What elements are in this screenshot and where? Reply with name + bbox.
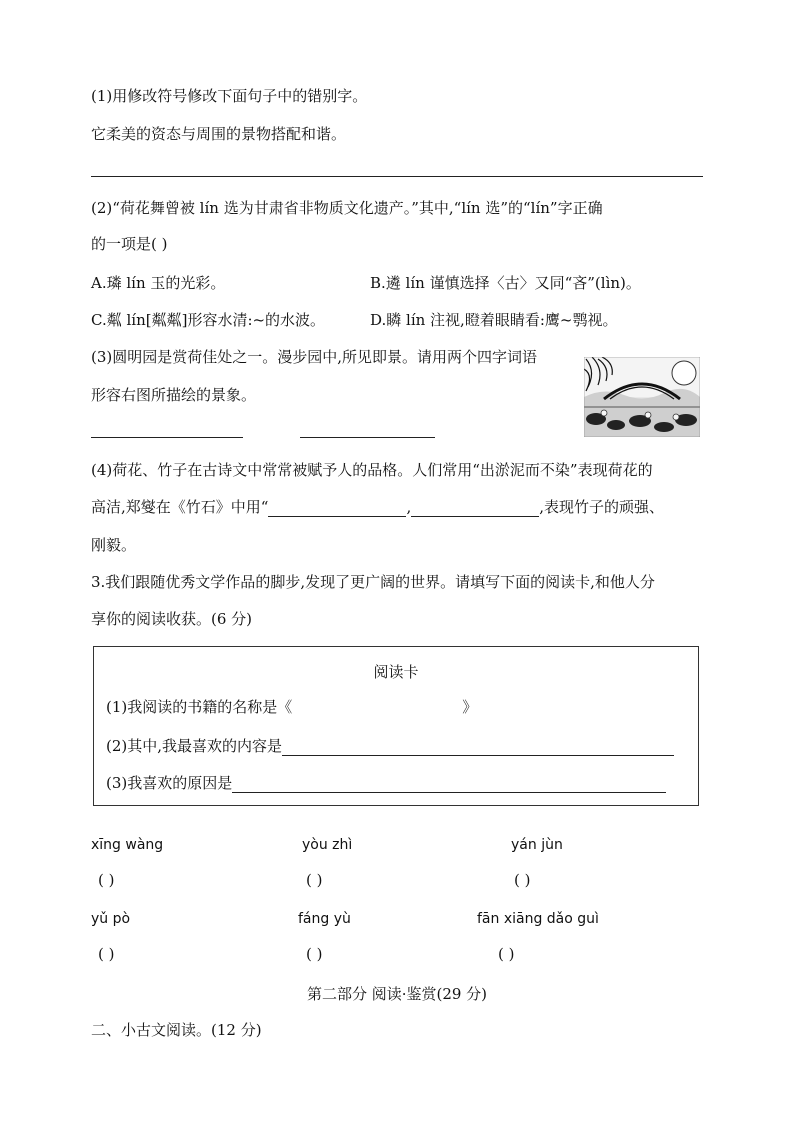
option-a[interactable]: A.璘 lín 玉的光彩。 [91, 274, 226, 292]
option-d[interactable]: D.瞵 lín 注视,瞪着眼睛看:鹰~鹗视。 [370, 311, 618, 329]
question-4-line3: 刚毅。 [91, 536, 137, 554]
reading-card [93, 646, 699, 806]
option-b[interactable]: B.遴 lín 谨慎选择〈古〉又同“吝”(lìn)。 [370, 274, 641, 292]
question-5-line1: 3.我们跟随优秀文学作品的脚步,发现了更广阔的世界。请填写下面的阅读卡,和他人分 [91, 573, 655, 591]
pinyin-6: fān xiāng dǎo guì [477, 911, 599, 927]
row-3-label: (3)我喜欢的原因是 [106, 774, 233, 792]
section-subheading: 二、小古文阅读。(12 分) [91, 1021, 262, 1039]
reading-card-row-1 [106, 697, 477, 717]
reading-card-row-3 [106, 773, 666, 793]
reason-input[interactable] [232, 776, 666, 793]
answer-blank-4b[interactable] [411, 500, 539, 517]
question-4-line2 [91, 497, 664, 517]
pinyin-5-answer[interactable]: ( ) [306, 945, 323, 963]
question-3-line1: (3)圆明园是赏荷佳处之一。漫步园中,所见即景。请用两个四字词语 [91, 348, 538, 366]
question-4-line1: (4)荷花、竹子在古诗文中常常被赋予人的品格。人们常用“出淤泥而不染”表现荷花的 [91, 461, 653, 479]
section-heading: 第二部分 阅读·鉴赏(29 分) [306, 985, 488, 1003]
answer-blank-3b[interactable] [300, 437, 435, 438]
pinyin-4-answer[interactable]: ( ) [98, 945, 115, 963]
question-4-line2-text: 高洁,郑燮在《竹石》中用“ [91, 498, 269, 516]
pinyin-1-answer[interactable]: ( ) [98, 871, 115, 889]
question-2-line1: (2)“荷花舞曾被 lín 选为甘肃省非物质文化遗产。”其中,“lín 选”的“lín”字正确 [91, 199, 603, 217]
pinyin-6-answer[interactable]: ( ) [498, 945, 515, 963]
question-5-line2: 享你的阅读收获。(6 分) [91, 610, 253, 628]
garden-bridge-illustration [584, 357, 700, 437]
pinyin-4: yǔ pò [91, 911, 131, 927]
reading-card-title: 阅读卡 [373, 663, 419, 681]
row-1-label: (1)我阅读的书籍的名称是《 [106, 698, 293, 716]
pinyin-2: yòu zhì [302, 837, 353, 853]
pinyin-2-answer[interactable]: ( ) [306, 871, 323, 889]
pinyin-1: xīng wàng [91, 837, 164, 853]
answer-blank-4a[interactable] [268, 500, 406, 517]
pinyin-5: fáng yù [298, 911, 351, 927]
question-3-line2: 形容右图所描绘的景象。 [91, 386, 257, 404]
option-c[interactable]: C.粼 lín[粼粼]形容水清:~的水波。 [91, 311, 326, 329]
pinyin-3-answer[interactable]: ( ) [514, 871, 531, 889]
reading-card-row-2 [106, 736, 674, 756]
answer-line-1[interactable] [91, 176, 703, 177]
pinyin-3: yán jùn [511, 837, 563, 853]
question-1-sentence: 它柔美的资态与周围的景物搭配和谐。 [91, 125, 347, 143]
row-1-close: 》 [462, 698, 478, 716]
question-2-line2: 的一项是( ) [91, 235, 168, 253]
favorite-content-input[interactable] [282, 739, 674, 756]
row-2-label: (2)其中,我最喜欢的内容是 [106, 737, 283, 755]
comma: , [406, 498, 412, 516]
question-1-label: (1)用修改符号修改下面句子中的错别字。 [91, 87, 368, 105]
answer-blank-3a[interactable] [91, 437, 243, 438]
question-4-line2-tail: ,表现竹子的顽强、 [539, 498, 665, 516]
